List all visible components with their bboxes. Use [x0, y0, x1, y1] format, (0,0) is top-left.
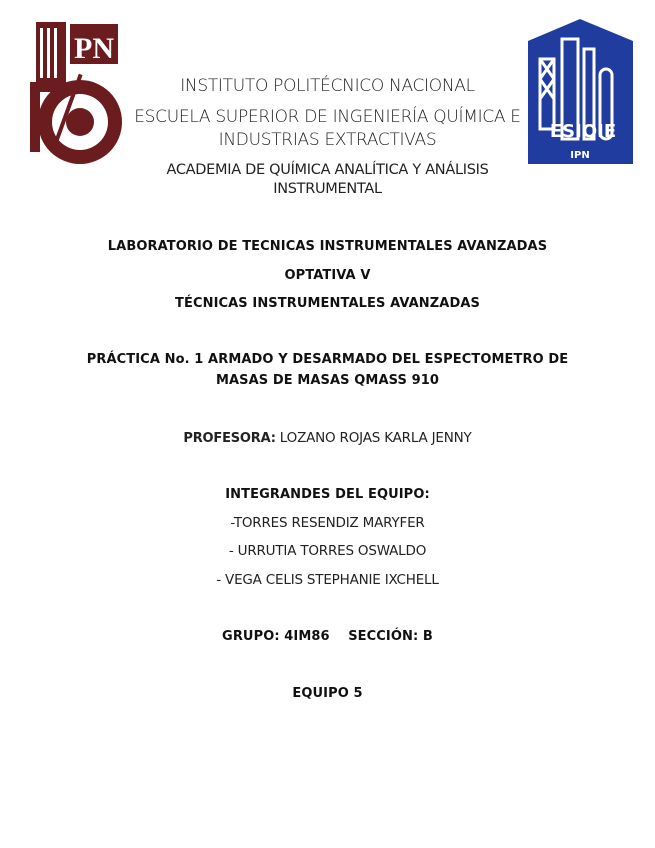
lab-title: LABORATORIO DE TECNICAS INSTRUMENTALES AVANZADAS: [107, 239, 548, 254]
team-label: INTEGRANDES DEL EQUIPO:: [225, 487, 430, 502]
group-section: GRUPO: 4IM86 SECCIÓN: B: [222, 629, 433, 644]
school-name-line1: ESCUELA SUPERIOR DE INGENIERÍA QUÍMICA E: [134, 107, 521, 127]
team-member: -TORRES RESENDIZ MARYFER: [230, 515, 425, 531]
institution-name: INSTITUTO POLITÉCNICO NACIONAL: [180, 76, 475, 96]
professor-label: PROFESORA:: [183, 431, 276, 446]
academy-line1: ACADEMIA DE QUÍMICA ANALÍTICA Y ANÁLISIS: [166, 162, 489, 178]
svg-text:PN: PN: [74, 32, 114, 65]
professor: [0, 430, 655, 446]
team-number: EQUIPO 5: [292, 686, 363, 701]
subject-title: TÉCNICAS INSTRUMENTALES AVANZADAS: [175, 296, 480, 311]
team-member: - URRUTIA TORRES OSWALDO: [228, 543, 427, 559]
svg-text:IPN: IPN: [570, 150, 590, 161]
ipn-logo: [30, 22, 124, 174]
professor-name: LOZANO ROJAS KARLA JENNY: [279, 430, 472, 446]
team-member: - VEGA CELIS STEPHANIE IXCHELL: [216, 572, 439, 588]
academy-line2: INSTRUMENTAL: [273, 181, 382, 197]
practice-title-line2: MASAS DE MASAS QMASS 910: [215, 373, 440, 388]
practice-title-line1: PRÁCTICA No. 1 ARMADO Y DESARMADO DEL ESPECTOMETRO DE: [86, 352, 569, 367]
school-name-line2: INDUSTRIAS EXTRACTIVAS: [218, 130, 437, 150]
svg-text:ESIQIE: ESIQIE: [549, 121, 617, 142]
optativa: OPTATIVA V: [284, 268, 371, 283]
